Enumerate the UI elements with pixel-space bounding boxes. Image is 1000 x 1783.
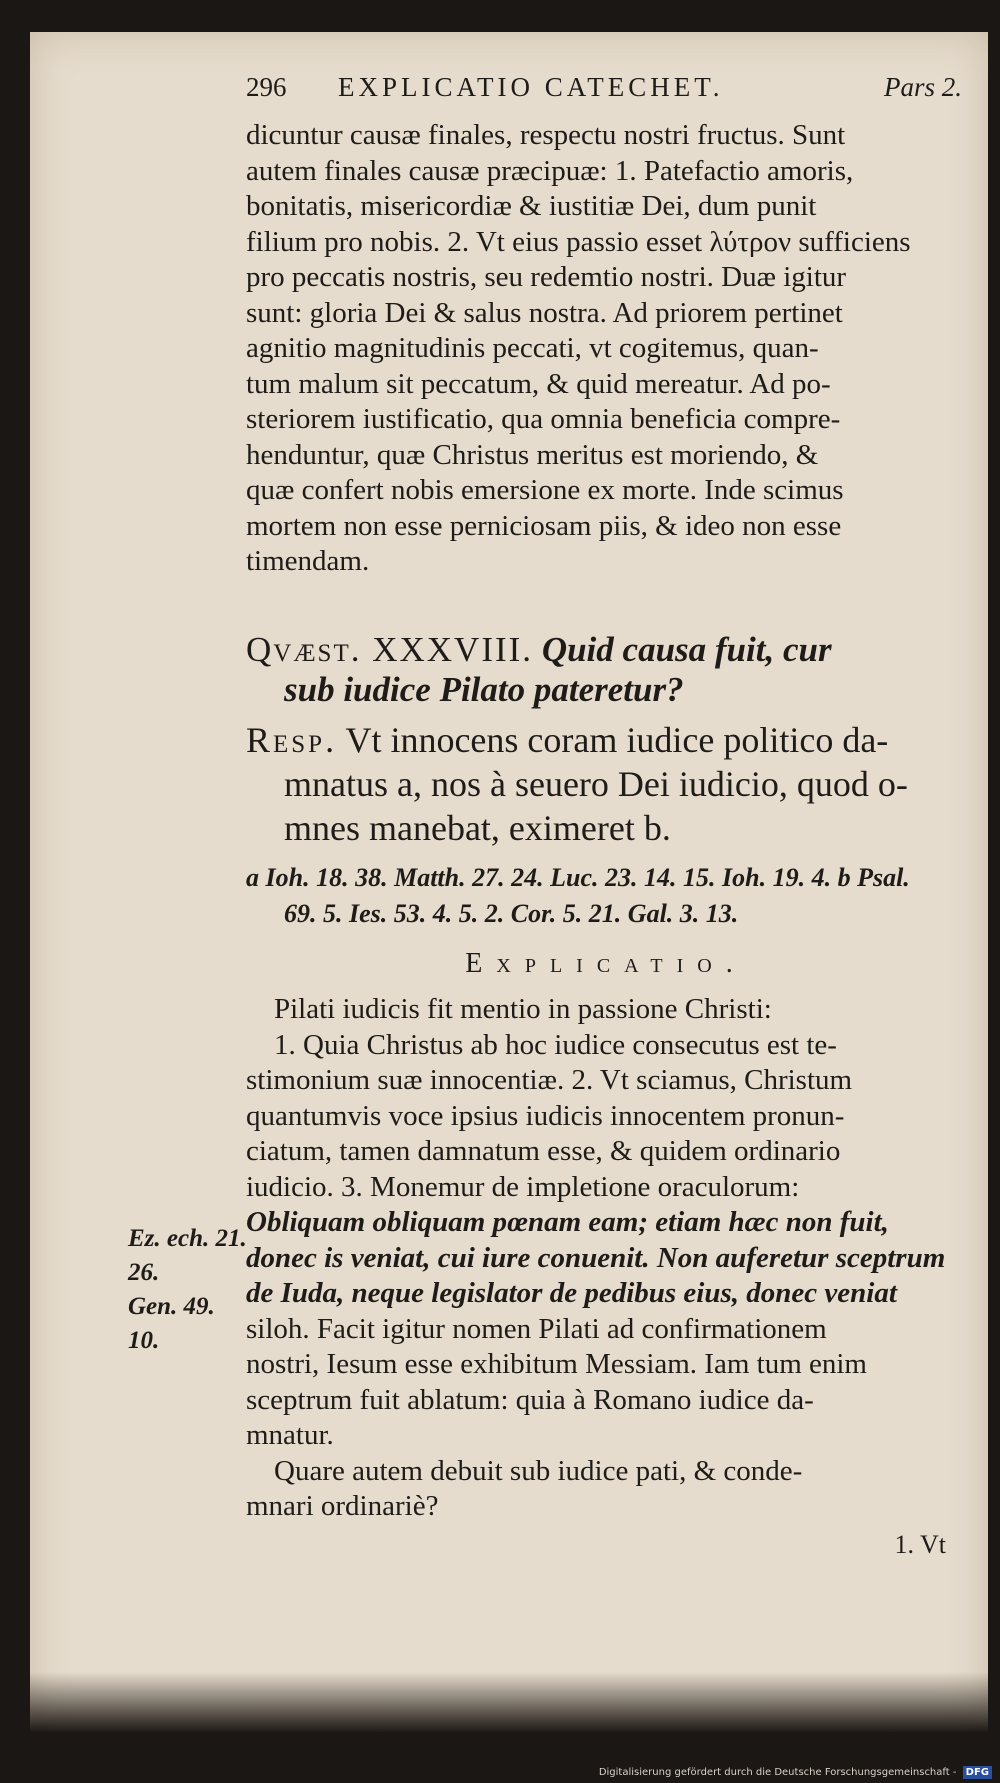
footer-text: Digitalisierung gefördert durch die Deutsche Forschungsgemeinschaft - (598, 1767, 957, 1778)
question-text: Quid causa fuit, cur (541, 630, 832, 669)
reference-line: a Ioh. 18. 38. Matth. 27. 24. Luc. 23. 14. 15. Ioh. 19. 4. b Psal. (246, 863, 910, 892)
reference-line: 69. 5. Ies. 53. 4. 5. 2. Cor. 5. 21. Gal. 3. 13. (284, 899, 739, 928)
page-number: 296 (246, 72, 287, 102)
text-line: nostri, Iesum esse exhibitum Messiam. Iam tum enim (246, 1348, 867, 1380)
text-line: henduntur, quæ Christus meritus est moriendo, & (246, 438, 819, 471)
text-line: de Iuda, neque legislator de pedibus eius, donec veniat (246, 1277, 897, 1309)
explicatio-heading: Explicatio. (465, 948, 747, 979)
question-label: Qvæst. XXXVIII. (246, 630, 534, 669)
margin-note: Gen. 49. 10. (128, 1293, 215, 1354)
question-text-continued: sub iudice Pilato pateretur? (284, 670, 684, 709)
catchword: 1. Vt (894, 1530, 946, 1559)
text-line: sceptrum fuit ablatum: quia à Romano iudice da- (246, 1383, 814, 1416)
margin-note: 26. (128, 1259, 160, 1286)
text-line: mnatur. (246, 1419, 334, 1451)
response-text-continued: mnes manebat, eximeret b. (284, 808, 671, 848)
text-line: mortem non esse perniciosam piis, & ideo non esse (246, 509, 842, 542)
text-line: quantumvis voce ipsius iudicis innocentem pronun- (246, 1099, 845, 1132)
text-line: Pilati iudicis fit mentio in passione Christi: (274, 993, 772, 1025)
text-line: quæ confert nobis emersione ex morte. Inde scimus (246, 474, 844, 506)
text-line: siloh. Facit igitur nomen Pilati ad confirmationem (246, 1312, 827, 1345)
response-line (246, 718, 966, 762)
dfg-logo: DFG (963, 1766, 992, 1779)
response-text-continued: mnatus a, nos à seuero Dei iudicio, quod o- (284, 764, 908, 804)
text-line: stimonium suæ innocentiæ. 2. Vt sciamus, Christum (246, 1064, 853, 1096)
question-block (246, 630, 966, 710)
digitization-footer (599, 1766, 992, 1779)
text-line: timendam. (246, 545, 370, 577)
response-block (246, 718, 966, 850)
running-header (246, 72, 966, 112)
text-line: iudicio. 3. Monemur de impletione oraculorum: (246, 1170, 800, 1203)
text-line: filium pro nobis. 2. Vt eius passio esset λύτρον sufficiens (246, 225, 911, 258)
part-label: Pars 2. (883, 72, 962, 102)
text-line: steriorem iustificatio, qua omnia beneficia compre- (246, 403, 841, 435)
running-title: EXPLICATIO CATECHET. (338, 72, 724, 102)
scripture-references (246, 860, 966, 932)
text-line: dicuntur causæ finales, respectu nostri fructus. Sunt (246, 119, 846, 151)
question-line (246, 630, 966, 670)
text-line: donec is veniat, cui iure conuenit. Non auferetur sceptrum (246, 1241, 946, 1274)
text-line: Quare autem debuit sub iudice pati, & conde- (274, 1454, 803, 1487)
text-line: Obliquam obliquam pœnam eam; etiam hæc non fuit, (246, 1206, 889, 1238)
text-line: mnari ordinariè? (246, 1490, 439, 1522)
response-text: Vt innocens coram iudice politico da- (345, 720, 889, 760)
margin-note: Ez. ech. 21. (128, 1225, 247, 1252)
text-line: bonitatis, misericordiæ & iustitiæ Dei, dum punit (246, 190, 817, 222)
text-line: sunt: gloria Dei & salus nostra. Ad priorem pertinet (246, 296, 843, 329)
text-line: agnitio magnitudinis peccati, vt cogitemus, quan- (246, 332, 819, 364)
response-label: Resp. (246, 720, 338, 760)
text-line: autem finales causæ præcipuæ: 1. Patefactio amoris, (246, 154, 854, 187)
text-line: tum malum sit peccatum, & quid mereatur. Ad po- (246, 367, 831, 400)
body-text-before (246, 118, 966, 580)
margin-notes (128, 1222, 248, 1358)
text-line: pro peccatis nostris, seu redemtio nostri. Duæ igitur (246, 261, 847, 293)
body-text-after (246, 992, 966, 1525)
text-line: ciatum, tamen damnatum esse, & quidem ordinario (246, 1135, 841, 1167)
text-line: 1. Quia Christus ab hoc iudice consecutus est te- (274, 1028, 837, 1061)
